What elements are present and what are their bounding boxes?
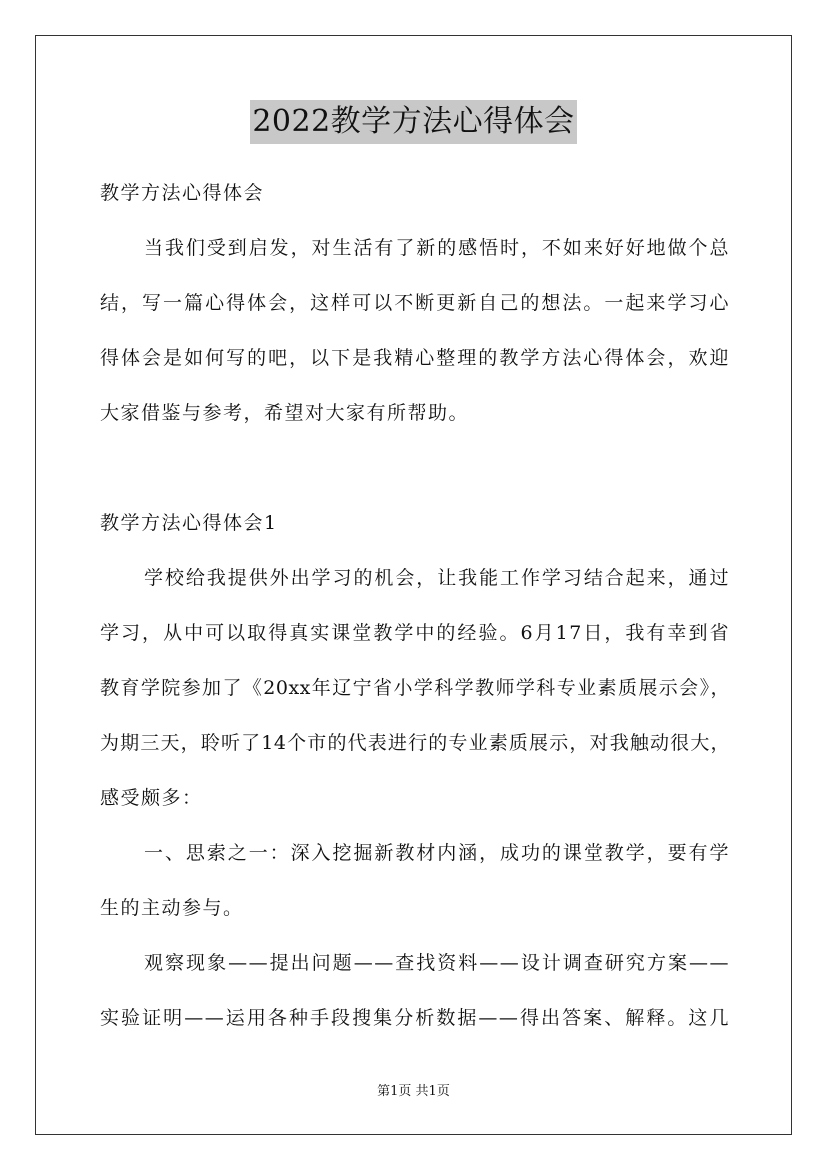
- paragraph-line: 生的主动参与。: [100, 897, 244, 919]
- paragraph-line: 教育学院参加了《20xx年辽宁省小学科学教师学科专业素质展示会》，: [100, 677, 730, 699]
- subtitle: 教学方法心得体会: [100, 182, 265, 204]
- paragraph-line: 实验证明——运用各种手段搜集分析数据——得出答案、解释。这几: [100, 1007, 730, 1029]
- document-title: 2022教学方法心得体会: [250, 100, 576, 144]
- intro-line: 当我们受到启发，对生活有了新的感悟时，不如来好好地做个总: [144, 237, 730, 259]
- intro-line: 大家借鉴与参考，希望对大家有所帮助。: [100, 402, 470, 424]
- paragraph-line: 观察现象——提出问题——查找资料——设计调查研究方案——: [144, 952, 730, 974]
- paragraph-line: 学校给我提供外出学习的机会，让我能工作学习结合起来，通过: [144, 567, 730, 589]
- document-body: [100, 172, 730, 1052]
- intro-line: 得体会是如何写的吧，以下是我精心整理的教学方法心得体会，欢迎: [100, 347, 730, 369]
- section-heading: 教学方法心得体会1: [100, 512, 278, 534]
- title-container: [0, 100, 827, 144]
- paragraph-line: 感受颇多：: [100, 787, 203, 809]
- page-footer: 第1页 共1页: [377, 1084, 450, 1099]
- paragraph-line: 为期三天，聆听了14个市的代表进行的专业素质展示，对我触动很大，: [100, 732, 730, 754]
- paragraph-line: 学习，从中可以取得真实课堂教学中的经验。6月17日，我有幸到省: [100, 622, 730, 644]
- intro-line: 结，写一篇心得体会，这样可以不断更新自己的想法。一起来学习心: [100, 292, 730, 314]
- paragraph-gap: [100, 447, 730, 502]
- paragraph-line: 一、思索之一：深入挖掘新教材内涵，成功的课堂教学，要有学: [144, 842, 730, 864]
